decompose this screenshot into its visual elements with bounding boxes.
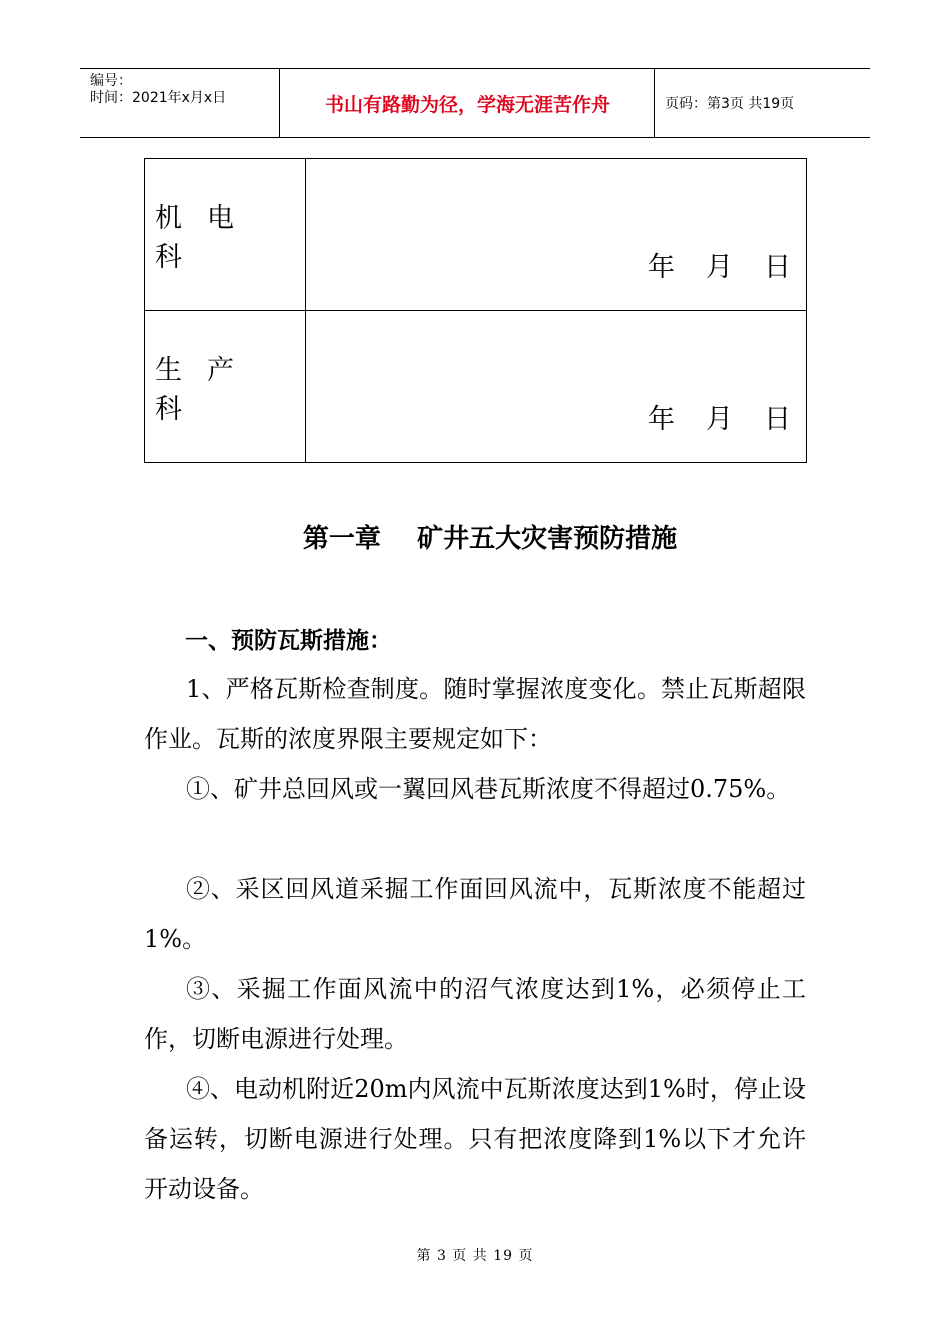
signoff-row xyxy=(145,159,806,311)
paragraph-1: 1、严格瓦斯检查制度。随时掌握浓度变化。禁止瓦斯超限作业。瓦斯的浓度界限主要规定如下： xyxy=(144,675,806,753)
paragraph-3: ②、采区回风道采掘工作面回风流中，瓦斯浓度不能超过1%。 xyxy=(144,875,806,953)
signoff-department: 机电科 xyxy=(145,159,306,310)
date-day: 日 xyxy=(764,404,794,435)
date-month: 月 xyxy=(706,252,736,283)
header-motto: 书山有路勤为径，学海无涯苦作舟 xyxy=(281,69,655,137)
signoff-date xyxy=(620,397,794,436)
doc-number-label: 编号： xyxy=(90,73,132,89)
page-header xyxy=(80,68,870,138)
paragraph-2: ①、矿井总回风或一翼回风巷瓦斯浓度不得超过0.75%。 xyxy=(186,775,791,803)
signoff-department: 生产科 xyxy=(145,311,306,462)
chapter-title: 第一章 矿井五大灾害预防措施 xyxy=(302,524,678,554)
signoff-table xyxy=(144,158,807,463)
date-month: 月 xyxy=(706,404,736,435)
date-day: 日 xyxy=(764,252,794,283)
section-title: 一、预防瓦斯措施： xyxy=(185,628,392,654)
signoff-date xyxy=(620,245,794,284)
signoff-row xyxy=(145,311,806,462)
doc-time-label: 时间：2021年x月x日 xyxy=(90,90,227,106)
paragraph-4: ③、采掘工作面风流中的沼气浓度达到1%，必须停止工作，切断电源进行处理。 xyxy=(144,975,806,1053)
header-page-info: 页码：第3页 共19页 xyxy=(665,96,795,112)
page-footer: 第 3 页 共 19 页 xyxy=(416,1248,534,1264)
date-year: 年 xyxy=(648,404,678,435)
paragraph-5: ④、电动机附近20m内风流中瓦斯浓度达到1%时，停止设备运转，切断电源进行处理。只有把浓度降到1%以下才允许开动设备。 xyxy=(144,1075,806,1203)
date-year: 年 xyxy=(648,252,678,283)
header-meta xyxy=(80,69,280,137)
